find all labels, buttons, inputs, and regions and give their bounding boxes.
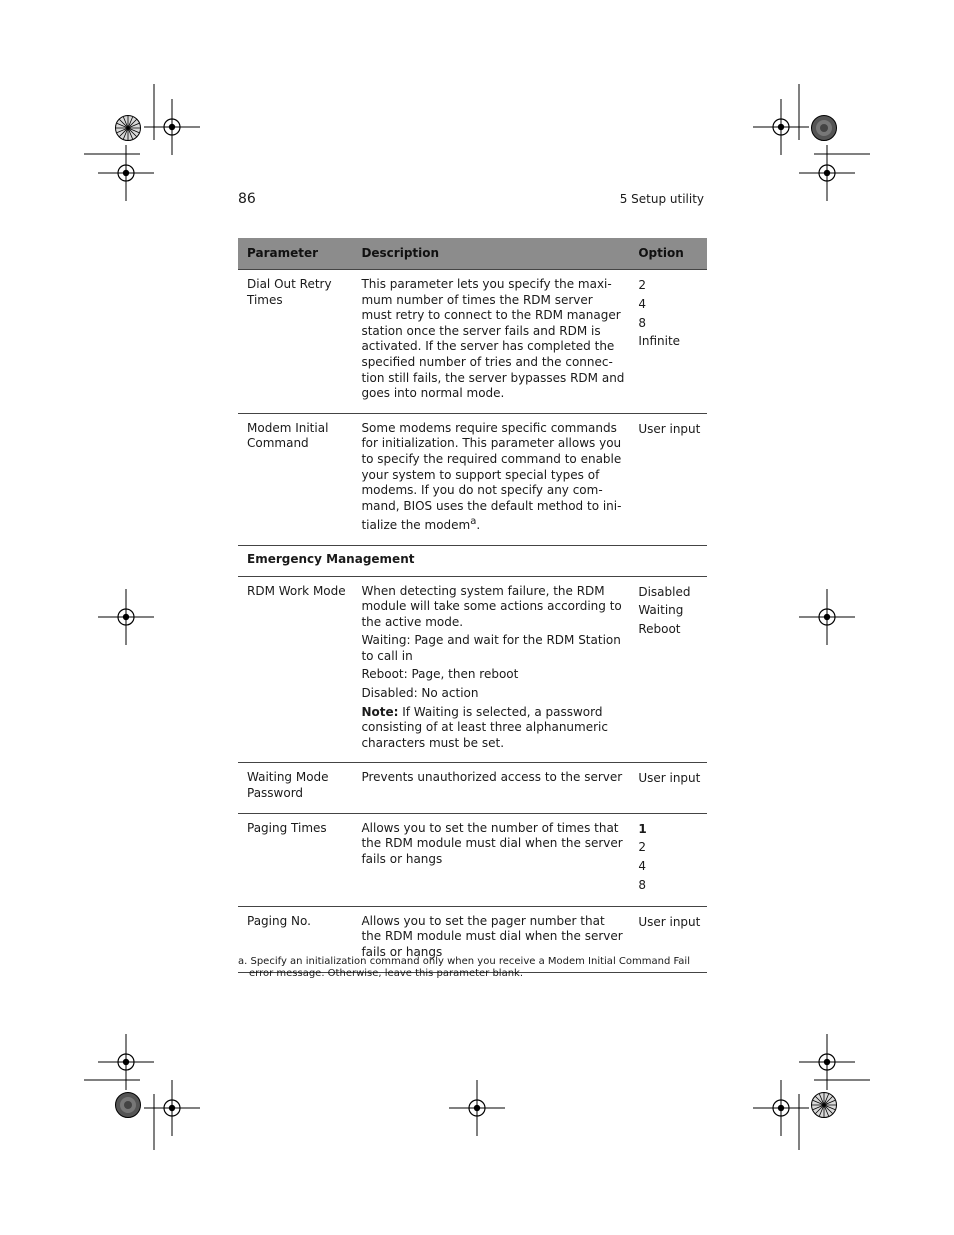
page-number: 86 [238, 191, 256, 207]
description-text: Some modems require specific commands for initialization. This parameter allows you to specify the required command to enable your system to support special types of modems. If you do not specify any com-mand, BIOS uses the default method to ini-tialize the modem [361, 420, 622, 533]
table-row [238, 576, 707, 763]
footnote-reference: a [470, 516, 477, 528]
description-text: Allows you to set the pager number that the RDM module must dial when the server fails or hangs [361, 913, 623, 959]
description-text: Disabled: No action [361, 686, 479, 701]
option-value: 2 [638, 278, 646, 292]
option-value: 2 [638, 840, 646, 855]
description-cell [352, 270, 629, 414]
note-label: Note: [361, 704, 399, 719]
description-note [361, 705, 625, 752]
option-value: 4 [638, 296, 646, 311]
description-text: Prevents unauthorized access to the server [361, 770, 623, 785]
description-cell [352, 813, 629, 906]
parameter-cell: Paging Times [238, 813, 352, 906]
option-value: 4 [638, 859, 646, 874]
table-row [238, 413, 707, 545]
column-header-description: Description [352, 238, 629, 270]
table-row [238, 763, 707, 813]
description-text: When detecting system failure, the RDM module will take some actions according to the active mode. [361, 583, 622, 629]
parameter-cell: Paging No. [238, 906, 352, 972]
option-value: User input [638, 771, 701, 786]
option-cell [629, 413, 707, 545]
parameter-table [238, 238, 707, 973]
section-row [238, 545, 707, 576]
option-cell [629, 813, 707, 906]
description-text: This parameter lets you specify the maxi-mum number of times the RDM server must retry to connect to the RDM manager station once the server fails and RDM is activated. If the server has completed the specified number of tries and the connec-tion still fails, the server bypasses RDM and goes into normal mode. [361, 277, 625, 401]
option-value: 8 [638, 878, 646, 893]
option-cell [629, 270, 707, 414]
option-cell [629, 576, 707, 763]
description-text: Allows you to set the number of times that the RDM module must dial when the server fails or hangs [361, 820, 623, 866]
option-value: Waiting [638, 603, 684, 618]
running-header: 5 Setup utility [619, 192, 704, 206]
description-cell [352, 763, 629, 813]
table-row [238, 813, 707, 906]
description-cell [352, 413, 629, 545]
note-text: If Waiting is selected, a password consisting of at least three alphanumeric characters must be set. [361, 704, 608, 750]
column-header-option: Option [629, 238, 707, 270]
parameter-cell: Waiting Mode Password [238, 763, 352, 813]
description-text: Reboot: Page, then reboot [361, 667, 519, 682]
table-row [238, 270, 707, 414]
description-text-end: . [476, 518, 481, 533]
footnote-text: Specify an initialization command only when you receive a Modem Initial Command Fail [247, 956, 690, 967]
description-cell [352, 576, 629, 763]
option-cell [629, 763, 707, 813]
option-value: Disabled [638, 584, 691, 599]
option-value-default: 1 [638, 821, 647, 836]
footnote-mark: a. [238, 956, 248, 967]
footnote [238, 956, 707, 980]
footnote-text-continued: error message. Otherwise, leave this parameter blank. [249, 968, 524, 979]
option-value: User input [638, 914, 701, 929]
parameter-cell: RDM Work Mode [238, 576, 352, 763]
option-value: 8 [638, 315, 646, 330]
parameter-cell: Modem Initial Command [238, 413, 352, 545]
option-value: Infinite [638, 334, 681, 349]
option-value: Reboot [638, 622, 681, 637]
section-heading: Emergency Management [238, 545, 707, 576]
column-header-parameter: Parameter [238, 238, 352, 270]
description-text: Waiting: Page and wait for the RDM Station to call in [361, 633, 621, 663]
table-header-row [238, 238, 707, 270]
parameter-cell: Dial Out Retry Times [238, 270, 352, 414]
option-value: User input [638, 421, 701, 436]
